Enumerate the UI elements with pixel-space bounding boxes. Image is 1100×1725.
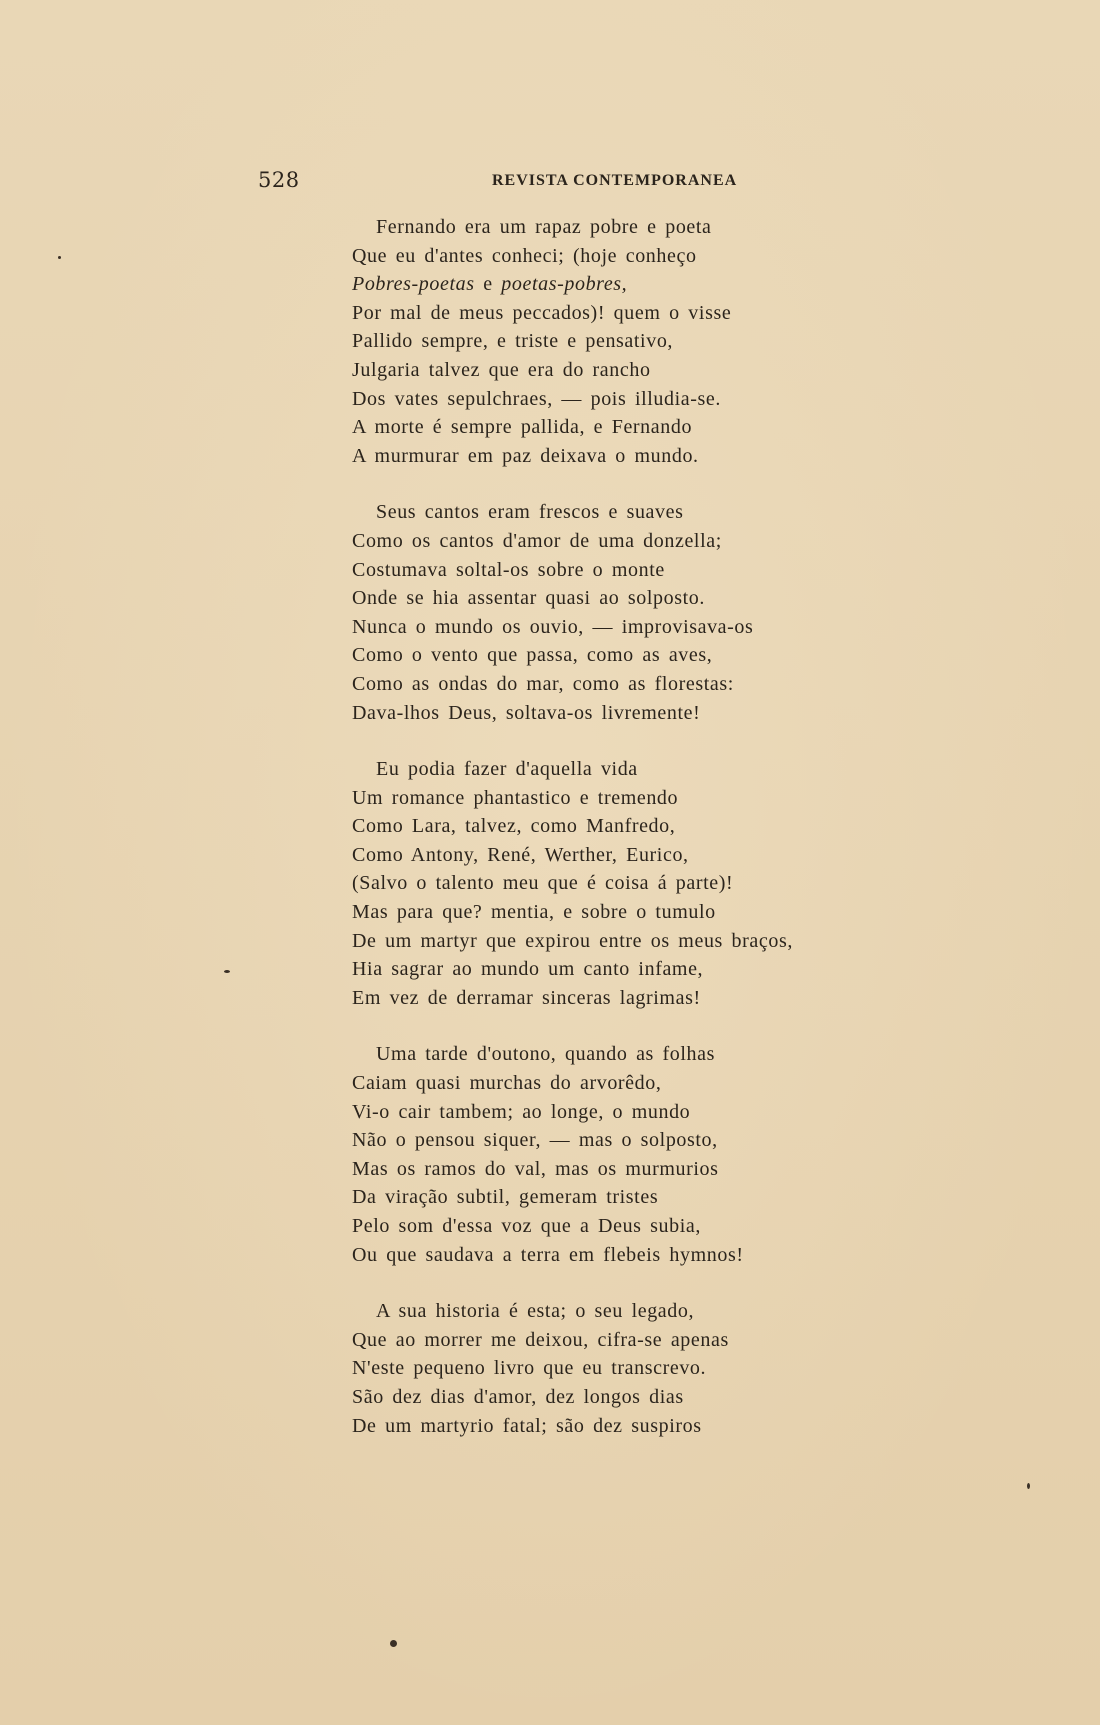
stanza-4 bbox=[352, 1040, 912, 1269]
poem-line: Pelo som d'essa voz que a Deus subia, bbox=[352, 1215, 701, 1237]
poem-line: Pallido sempre, e triste e pensativo, bbox=[352, 330, 674, 353]
poem-line: Vi-o cair tambem; ao longe, o mundo bbox=[352, 1100, 691, 1123]
poem-line: Que ao morrer me deixou, cifra-se apenas bbox=[352, 1328, 729, 1351]
poem-line: Julgaria talvez que era do rancho bbox=[352, 358, 651, 381]
poem-line: Mas para que? mentia, e sobre o tumulo bbox=[352, 901, 716, 924]
ink-speck bbox=[224, 970, 230, 973]
poem-line bbox=[352, 270, 912, 299]
stanza-1 bbox=[352, 213, 912, 470]
stanza-3 bbox=[352, 755, 912, 1012]
poem-line: Por mal de meus peccados)! quem o visse bbox=[352, 301, 732, 324]
poem-line: Como as ondas do mar, como as florestas: bbox=[352, 672, 734, 695]
poem-line: Nunca o mundo os ouvio, — improvisava-os bbox=[352, 615, 754, 638]
poem-line: Uma tarde d'outono, quando as folhas bbox=[376, 1043, 716, 1066]
poem-line: Hia sagrar ao mundo um canto infame, bbox=[352, 958, 704, 981]
poem-line: Dava-lhos Deus, soltava-os livremente! bbox=[352, 701, 701, 724]
running-title: REVISTA CONTEMPORANEA bbox=[492, 172, 738, 189]
poem-line: Onde se hia assentar quasi ao solposto. bbox=[352, 587, 706, 610]
poem-line: Um romance phantastico e tremendo bbox=[352, 786, 679, 809]
poem-line: Da viração subtil, gemeram tristes bbox=[352, 1186, 659, 1209]
poem-line: Dos vates sepulchraes, — pois illudia-se. bbox=[352, 387, 721, 410]
poem-line: N'este pequeno livro que eu transcrevo. bbox=[352, 1357, 707, 1380]
poem-line: Fernando era um rapaz pobre e poeta bbox=[376, 216, 712, 238]
poem-line: De um martyr que expirou entre os meus braços, bbox=[352, 929, 793, 952]
stanza-2 bbox=[352, 498, 912, 727]
poem-line: Como Antony, René, Werther, Eurico, bbox=[352, 843, 689, 866]
poem-body bbox=[352, 213, 912, 1468]
italic-phrase: poetas-pobres, bbox=[501, 273, 628, 296]
poem-line: Ou que saudava a terra em flebeis hymnos! bbox=[352, 1243, 744, 1266]
stanza-5 bbox=[352, 1297, 912, 1440]
poem-line: De um martyrio fatal; são dez suspiros bbox=[352, 1414, 702, 1437]
ink-speck bbox=[1027, 1483, 1030, 1489]
poem-line: (Salvo o talento meu que é coisa á parte)! bbox=[352, 872, 734, 895]
poem-line: Como os cantos d'amor de uma donzella; bbox=[352, 529, 722, 552]
poem-line: São dez dias d'amor, dez longos dias bbox=[352, 1385, 684, 1408]
page-number: 528 bbox=[258, 168, 300, 192]
poem-line: Costumava soltal-os sobre o monte bbox=[352, 558, 665, 581]
poem-line: A morte é sempre pallida, e Fernando bbox=[352, 416, 693, 439]
poem-line: A murmurar em paz deixava o mundo. bbox=[352, 444, 699, 467]
poem-line: Caiam quasi murchas do arvorêdo, bbox=[352, 1072, 662, 1095]
poem-line: Eu podia fazer d'aquella vida bbox=[376, 758, 638, 781]
poem-line: Não o pensou siquer, — mas o solposto, bbox=[352, 1129, 718, 1152]
ink-speck bbox=[58, 256, 61, 259]
poem-line: Em vez de derramar sinceras lagrimas! bbox=[352, 986, 701, 1009]
poem-line: Seus cantos eram frescos e suaves bbox=[376, 501, 684, 524]
conjunction: e bbox=[474, 273, 502, 296]
poem-line: Que eu d'antes conheci; (hoje conheço bbox=[352, 244, 697, 267]
italic-phrase: Pobres-poetas bbox=[352, 273, 475, 296]
poem-line: Como o vento que passa, como as aves, bbox=[352, 644, 713, 667]
poem-line: A sua historia é esta; o seu legado, bbox=[376, 1300, 695, 1323]
poem-line: Mas os ramos do val, mas os murmurios bbox=[352, 1157, 719, 1180]
poem-line: Como Lara, talvez, como Manfredo, bbox=[352, 815, 676, 838]
ink-speck bbox=[390, 1640, 397, 1647]
